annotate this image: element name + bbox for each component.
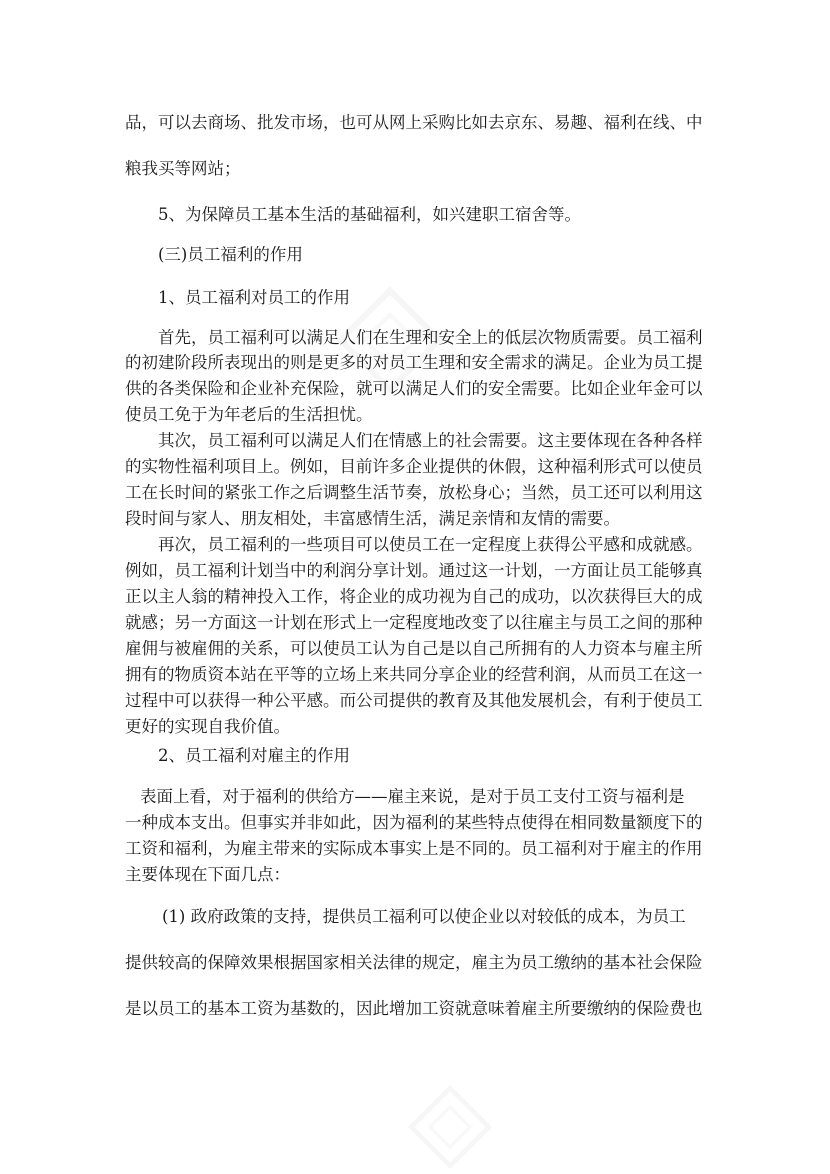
paragraph-line: 使员工免于为年老后的生活担忧。 (125, 405, 373, 424)
paragraph-line: 拥有的物质资本站在平等的立场上来共同分享企业的经营利润，从而员工在这一 (125, 665, 703, 684)
subsection-heading: 1、员工福利对员工的作用 (158, 288, 350, 307)
paragraph-line: 段时间与家人、朋友相处，丰富感情生活，满足亲情和友情的需要。 (125, 509, 620, 528)
paragraph-line: 首先，员工福利可以满足人们在生理和安全上的低层次物质需要。员工福利 (158, 328, 703, 347)
paragraph-line: 是以员工的基本工资为基数的，因此增加工资就意味着雇主所要缴纳的保险费也 (125, 999, 703, 1018)
paragraph-line: 表面上看，对于福利的供给方——雇主来说，是对于员工支付工资与福利是 (140, 787, 685, 806)
section-heading: (三)员工福利的作用 (158, 245, 303, 264)
list-item: 5、为保障员工基本生活的基础福利，如兴建职工宿舍等。 (158, 205, 581, 224)
watermark-icon (390, 1080, 510, 1174)
paragraph-line: 供的各类保险和企业补充保险，就可以满足人们的安全需要。比如企业年金可以 (125, 379, 703, 398)
text-line: 粮我买等网站； (125, 159, 241, 178)
subsection-heading: 2、员工福利对雇主的作用 (158, 746, 350, 765)
paragraph-line: 的实物性福利项目上。例如，目前许多企业提供的休假，这种福利形式可以使员 (125, 457, 703, 476)
paragraph-line: 过程中可以获得一种公平感。而公司提供的教育及其他发展机会，有利于使员工 (125, 691, 703, 710)
paragraph-line: 工资和福利，为雇主带来的实际成本事实上是不同的。员工福利对于雇主的作用 (125, 839, 703, 858)
paragraph-line: 再次，员工福利的一些项目可以使员工在一定程度上获得公平感和成就感。 (158, 535, 703, 554)
text-line: 品，可以去商场、批发市场，也可从网上采购比如去京东、易趣、福利在线、中 (125, 113, 703, 132)
paragraph-line: (1) 政府政策的支持，提供员工福利可以使企业以对较低的成本，为员工 (162, 907, 686, 926)
paragraph-line: 就感；另一方面这一计划在形式上一定程度地改变了以往雇主与员工之间的那种 (125, 613, 703, 632)
paragraph-line: 正以主人翁的精神投入工作，将企业的成功视为自己的成功，以次获得巨大的成 (125, 587, 703, 606)
paragraph-line: 主要体现在下面几点： (125, 865, 290, 884)
paragraph-line: 的初建阶段所表现出的则是更多的对员工生理和安全需求的满足。企业为员工提 (125, 353, 703, 372)
paragraph-line: 更好的实现自我价值。 (125, 717, 290, 736)
paragraph-line: 提供较高的保障效果根据国家相关法律的规定，雇主为员工缴纳的基本社会保险 (125, 953, 703, 972)
paragraph-line: 一种成本支出。但事实并非如此，因为福利的某些特点使得在相同数量额度下的 (125, 813, 703, 832)
paragraph-line: 雇佣与被雇佣的关系，可以使员工认为自己是以自己所拥有的人力资本与雇主所 (125, 639, 703, 658)
paragraph-line: 工在长时间的紧张工作之后调整生活节奏，放松身心；当然，员工还可以利用这 (125, 483, 703, 502)
paragraph-line: 其次，员工福利可以满足人们在情感上的社会需要。这主要体现在各种各样 (158, 431, 703, 450)
paragraph-line: 例如，员工福利计划当中的利润分享计划。通过这一计划，一方面让员工能够真 (125, 561, 703, 580)
